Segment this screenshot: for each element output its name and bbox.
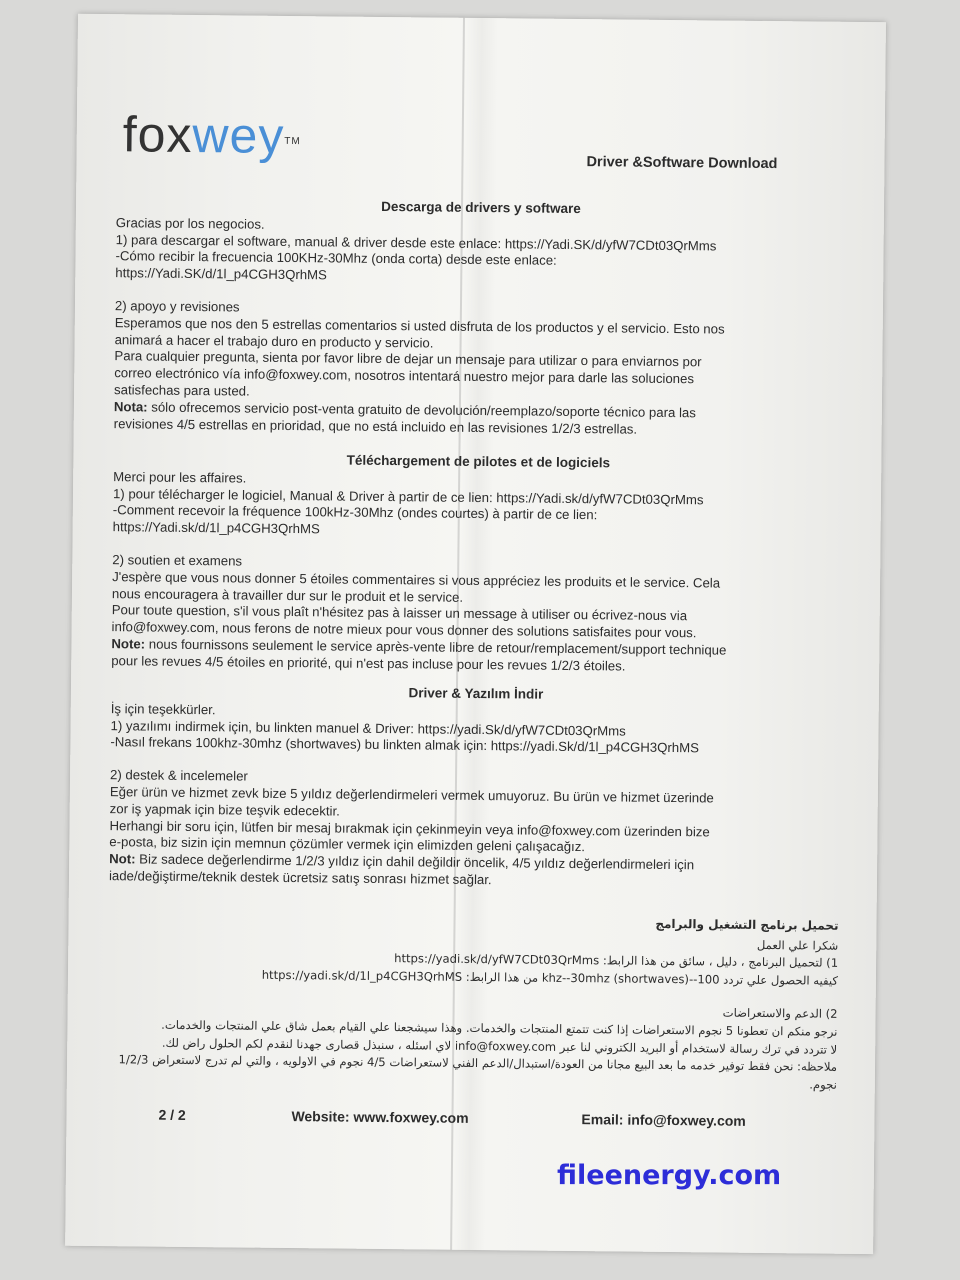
french-title: Téléchargement de pilotes et de logiciels (346, 452, 611, 471)
turkish-title: Driver & Yazılım İndir (408, 685, 544, 702)
download-title: Driver &Software Download (586, 154, 778, 173)
page-number: 2 / 2 (158, 1106, 186, 1123)
french-section: Téléchargement de pilotes et de logiciels Merci pour les affaires. 1) pour télécharger le logiciel, Manual & Driver à partir de ce lien: https://Yadi.sk/d/yfW7CDt03QrMms -Comment recevoir la fréquence 100kHz-30Mhz (ondes courtes) à partir de ce lien: https://Yadi.sk/d/1l_p4CGH3QrhMS 2) soutien et examens J'espère que vous nous donner 5 étoiles commentaires si vous appréciez les produits et le service. Cela nous encouragera à travailler dur sur le produit et le service. Pour toute question, s'il vous plaît n'hésitez pas à laisser un message à utiliser ou écrivez-nous via info@foxwey.com, nous ferons de notre mieux pour vous donner des solutions satisfaites pour vous. Note: nous fournissons seulement le service après-vente libre de retour/remplacement/support technique pour les revues 4/5 étoiles en priorité, qui n'est pas incluse pour les revues 1/2/3 étoiles. (111, 450, 843, 677)
turkish-note: Not: Biz sadece değerlendirme 1/2/3 yıldız için dahil değildir öncelik, 4/5 yıldız değerlendirmeleri için (109, 851, 695, 873)
page-footer (107, 1106, 837, 1129)
spanish-title: Descarga de drivers y software (381, 198, 581, 217)
footer-website: Website: www.foxwey.com (291, 1108, 469, 1126)
arabic-section: تحميل برنامج التشغيل والبرامج شكرا علي العمل 1) لتحميل البرنامج ، دليل ، سائق من هذا الرابط: https://yadi.sk/d/yfW7CDt03QrMms كيفيه الحصول علي تردد 100--khz--30mhz (shortwaves) من هذا الرابط: https://yadi.sk/d/1l_p4CGH3QrhMS 2) الدعم والاستعراضات نرجو منكم ان تعطونا 5 نجوم الاستعراضات إذا كنت تتمتع المنتجات والخدمات. وهذا سيشجعنا علي القيام بعمل شاق علي المنتجات والخدمات. لا تتردد في ترك رسالة لاستخدام أو البريد الكتروني لنا عبر info@foxwey.com لاي اسئله ، سنبذل قصارى جهدنا لنقدم لكم الحلول راض لك. ملاحظه: نحن فقط توفير خدمه ما بعد البيع مجانا من العودة/استبدال/الدعم الفني لاستعراضات 4/5 نجوم في الاولويه ، والتي لم تدرج لاستعراض 1/2/3 نجوم. (107, 910, 839, 1094)
french-note: Note: nous fournissons seulement le service après-vente libre de retour/remplacement/support technique (111, 636, 727, 658)
spanish-section: Descarga de drivers y software Gracias por los negocios. 1) para descargar el software, manual & driver desde este enlace: https://Yadi.SK/d/yfW7CDt03QrMms -Cómo recibir la frecuencia 100KHz-30Mhz (onda corta) desde este enlace: https://Yadi.SK/d/1l_p4CGH3QrhMS 2) apoyo y revisiones Esperamos que nos den 5 estrellas comentarios si usted disfruta de los productos y el servicio. Esto nos animará a hacer el trabajo duro en producto y servicio. Para cualquier pregunta, sienta por favor libre de dejar un mensaje para utilizar o para enviarnos por correo electrónico vía info@foxwey.com, nosotros intentará nuestro mejor para darle las soluciones satisfechas para usted. Nota: sólo ofrecemos servicio post-venta gratuito de devolución/reemplazo/soporte técnico para las revisiones 4/5 estrellas en prioridad, que no está incluido en las revisiones 1/2/3 estrellas. (114, 196, 846, 440)
turkish-section: Driver & Yazılım İndir İş için teşekkürler. 1) yazılımı indirmek için, bu linkten manuel & Driver: https://yadi.Sk/d/yfW7CDt03QrMms -Nasıl frekans 100khz-30mhz (shortwaves) bu linkten almak için: https://yadi.Sk/d/1l_p4CGH3QrhMS 2) destek & incelemeler Eğer ürün ve hizmet zevk bize 5 yıldız değerlendirmeleri vermek umuyoruz. Bu ürün ve hizmet üzerinde zor iş yapmak için bize teşvik edecektir. Herhangi bir soru için, lütfen bir mesaj bırakmak için çekinmeyin veya info@foxwey.com üzerinden bize e-posta, biz sizin için memnun çözümler vermek için elimizden geleni çalışacağız. Not: Biz sadece değerlendirme 1/2/3 yıldız için dahil değildir öncelik, 4/5 yıldız değerlendirmeleri için iade/değiştirme/teknik destek ücretsiz satış sonrası hizmet sağlar. (109, 682, 841, 892)
foxwey-logo: foxwey™ (122, 106, 301, 164)
arabic-title: تحميل برنامج التشغيل والبرامج (655, 916, 839, 933)
document-sheet (65, 14, 886, 1254)
footer-email: Email: info@foxwey.com (581, 1111, 746, 1129)
document-content (108, 14, 848, 1129)
watermark-text: fileenergy.com (557, 1160, 782, 1191)
spanish-note: Nota: sólo ofrecemos servicio post-venta gratuito de devolución/reemplazo/soporte técnico para las (113, 398, 696, 421)
